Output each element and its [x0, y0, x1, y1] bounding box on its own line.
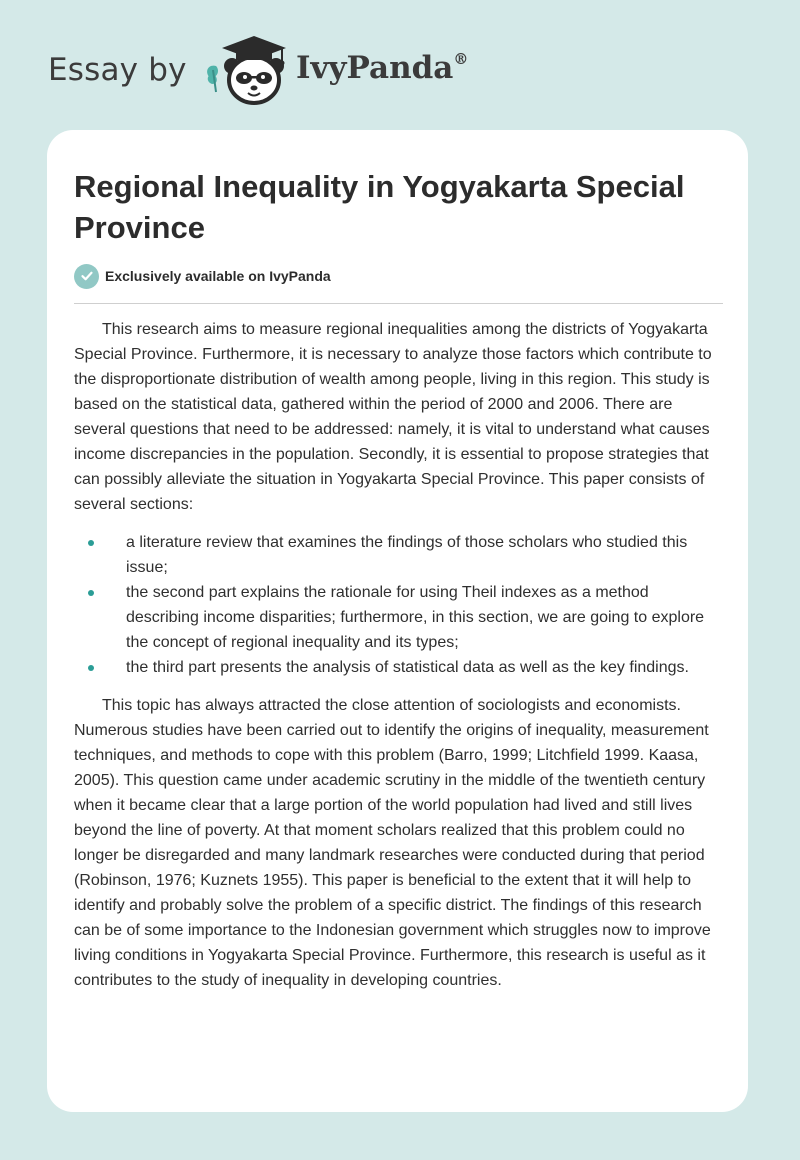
- checkmark-icon: [74, 264, 99, 289]
- badge-label: Exclusively available on IvyPanda: [105, 268, 331, 284]
- list-item-text: the third part presents the analysis of statistical data as well as the key findings.: [126, 659, 689, 676]
- panda-graduate-icon: [200, 34, 296, 108]
- list-item-text: the second part explains the rationale for using Theil indexes as a method describing income disparities; furthermore, in this section, we are going to explore the concept of regional inequality and its types;: [126, 584, 705, 651]
- brand-name: IvyPanda®: [296, 49, 469, 86]
- list-item: [74, 530, 724, 580]
- bullet-icon: [88, 590, 94, 596]
- list-item: [74, 655, 724, 680]
- bullet-icon: [88, 540, 94, 546]
- essay-title: Regional Inequality in Yogyakarta Special Province: [74, 169, 685, 245]
- bullet-icon: [88, 665, 94, 671]
- essay-card: [47, 130, 748, 1112]
- paragraph: This topic has always attracted the close attention of sociologists and economists. Numerous studies have been carried out to identify the origins of inequality, measurement techniques, and methods to cope with this problem (Barro, 1999; Litchfield 1999. Kaasa, 2005). This question came under academic scrutiny in the middle of the twentieth century when it became clear that a large portion of the world population had lived and still lives beyond the line of poverty. At that moment scholars realized that this problem could no longer be disregarded and many landmark researches were conducted during that period (Robinson, 1976; Kuznets 1955). This paper is beneficial to the extent that it will help to identify and probably solve the problem of a specific district. The findings of this research can be of some importance to the Indonesian government which struggles now to improve living conditions in Yogyakarta Special Province. Furthermore, this research is useful as it contributes to the study of inequality in developing countries.: [74, 697, 711, 989]
- list-item: [74, 580, 724, 655]
- exclusive-badge: [74, 263, 331, 289]
- sections-list: [74, 530, 724, 680]
- paragraph: This research aims to measure regional inequalities among the districts of Yogyakarta Special Province. Furthermore, it is necessary to analyze those factors which contribute to the disproportionate distribution of wealth among people, living in this region. This study is based on the statistical data, gathered within the period of 2000 and 2006. There are several questions that need to be addressed: namely, it is vital to understand what causes income discrepancies in the population. Secondly, it is essential to propose strategies that can possibly alleviate the situation in Yogyakarta Special Province. This paper consists of several sections:: [74, 321, 712, 513]
- brand-prefix: Essay by: [48, 52, 187, 88]
- list-item-text: a literature review that examines the findings of those scholars who studied this issue;: [126, 534, 688, 576]
- title-divider: [74, 303, 723, 304]
- brand-header: [48, 34, 508, 108]
- essay-body: [74, 317, 724, 993]
